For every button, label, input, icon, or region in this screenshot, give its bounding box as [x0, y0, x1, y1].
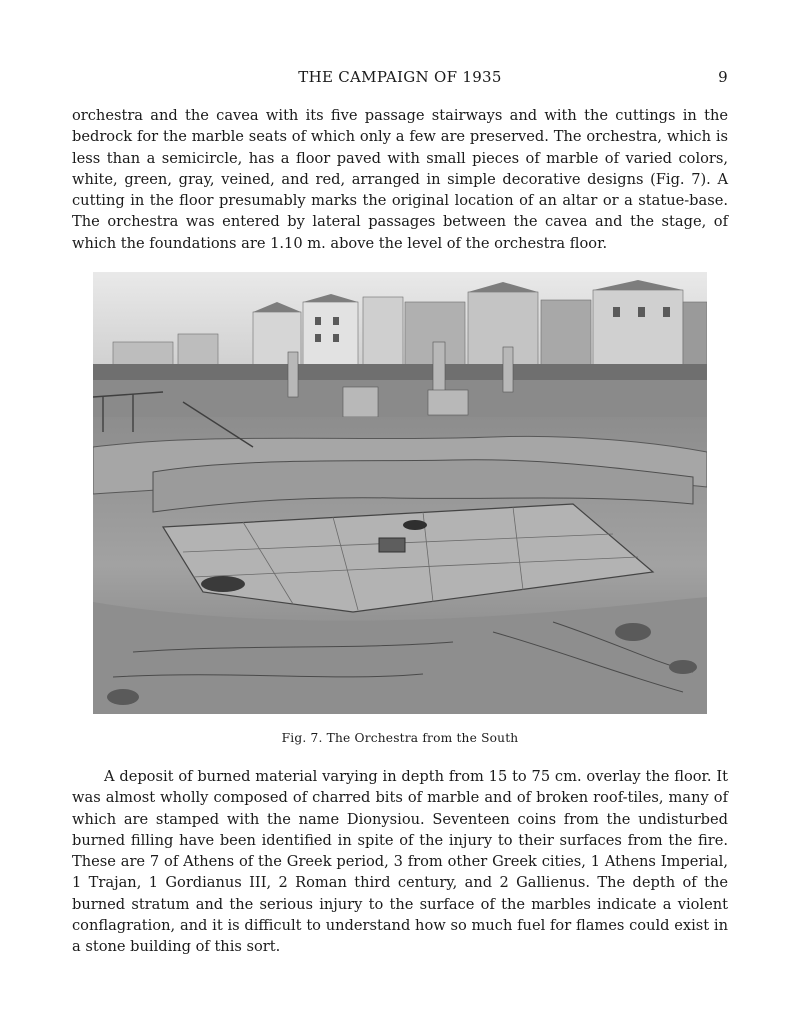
orchestra-photo-illustration [93, 272, 707, 714]
figure-caption: Fig. 7. The Orchestra from the South [281, 731, 519, 745]
running-title: THE CAMPAIGN OF 1935 [298, 68, 502, 86]
running-head [72, 68, 728, 90]
figure-photograph [93, 272, 707, 714]
page-number: 9 [718, 68, 728, 86]
body-paragraph-2: A deposit of burned material varying in depth from 15 to 75 cm. overlay the floor. It was almost wholly composed of charred bits of marble and of broken roof-tiles, many of which are stamped with the name Dionysiou. Seventeen coins from the undisturbed burned filling have been identified in spite of the injury to their surfaces from the fire. These are 7 of Athens of the Greek period, 3 from other Greek cities, 1 Athens Imperial, 1 Trajan, 1 Gordianus III, 2 Roman third century, and 2 Gallienus. The depth of the burned stratum and the serious injury to the surface of the marbles indicate a violent conflagration, and it is difficult to understand how so much fuel for flames could exist in a stone building of this sort. [72, 768, 728, 956]
body-paragraph-1: orchestra and the cavea with its five passage stairways and with the cuttings in the bedrock for the marble seats of which only a few are preserved. The orchestra, which is less than a semicircle, has a floor paved with small pieces of marble of varied colors, white, green, gray, veined, and red, arranged in simple decorative designs (Fig. 7). A cutting in the floor presumably marks the original location of an altar or a statue-base. The orchestra was entered by lateral passages between the cavea and the stage, of which the foundations are 1.10 m. above the level of the orchestra floor. [72, 107, 728, 252]
